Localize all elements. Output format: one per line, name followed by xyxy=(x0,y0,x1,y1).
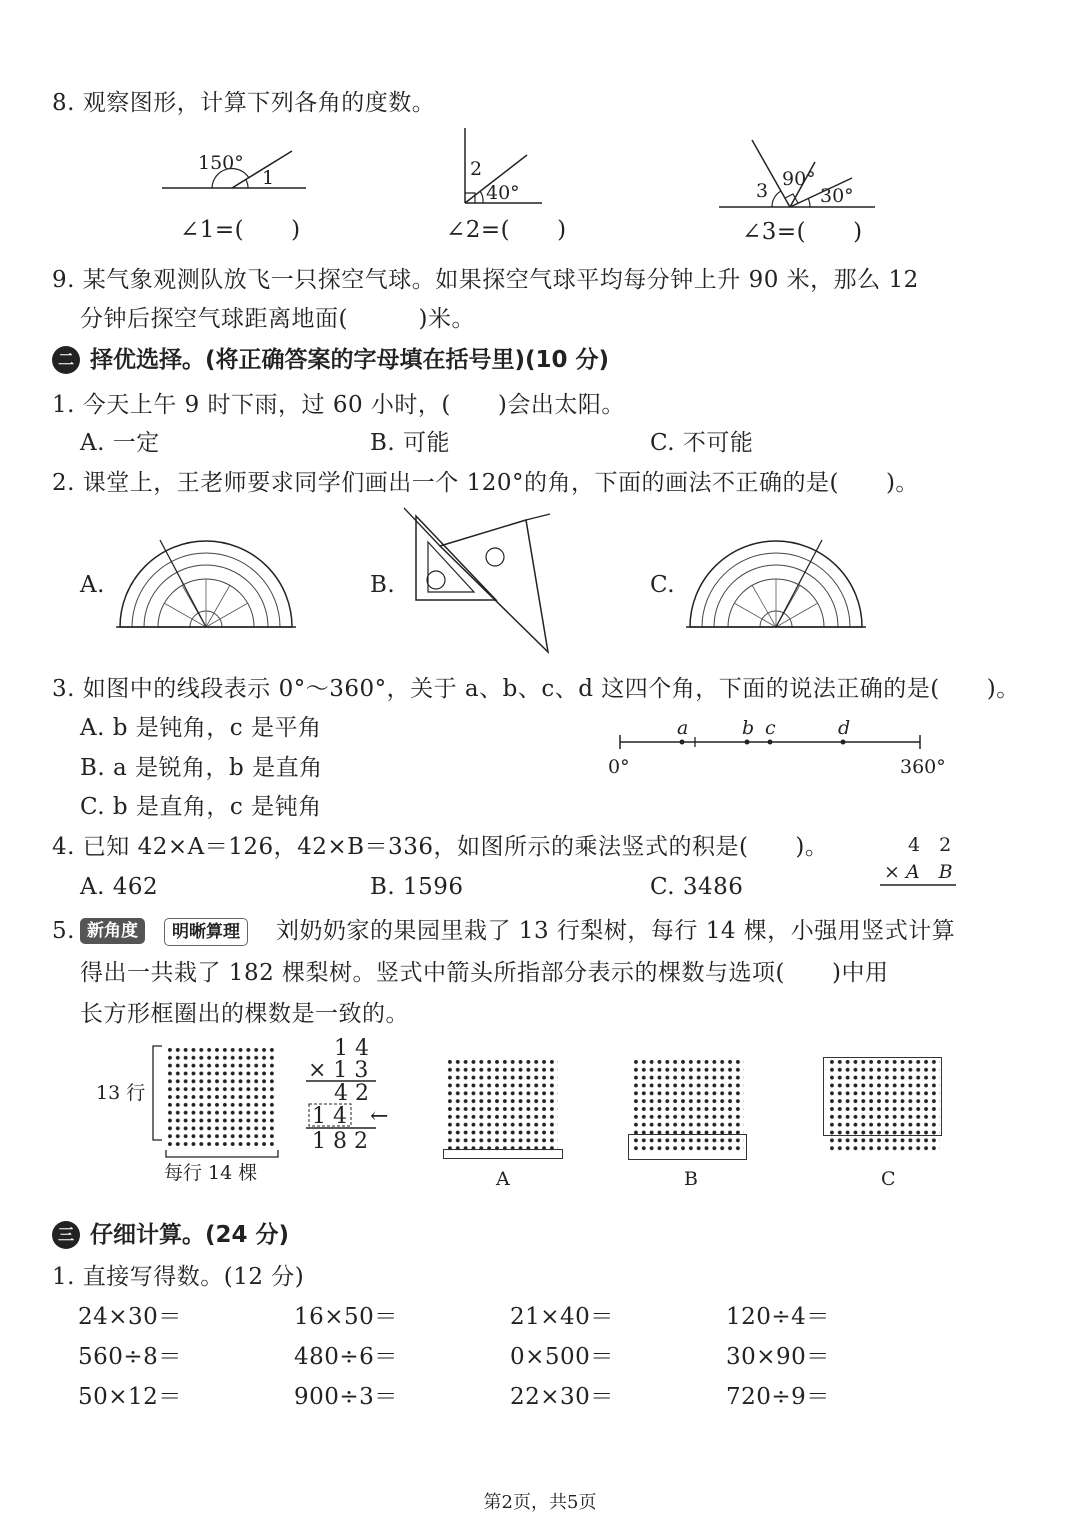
section-3-title: 仔细计算。(24 分) xyxy=(90,1222,290,1248)
fig2-given-angle: 40° xyxy=(486,182,520,204)
calc-item[interactable]: 21×40＝ xyxy=(510,1304,614,1330)
choice-a-box xyxy=(443,1149,563,1159)
c5-line3: 长方形框圈出的棵数是一致的。 xyxy=(80,1001,409,1027)
calc-stem: 1. 直接写得数。(12 分) xyxy=(52,1264,305,1290)
page-footer: 第2页，共5页 xyxy=(483,1492,597,1513)
arrow-icon: ← xyxy=(370,1104,389,1129)
c5-line2[interactable]: 得出一共栽了 182 棵梨树。竖式中箭头所指部分表示的棵数与选项( )中用 xyxy=(80,960,889,986)
c4-option-c[interactable]: C. 3486 xyxy=(650,874,744,900)
c3-stem[interactable]: 3. 如图中的线段表示 0°～360°，关于 a、b、c、d 这四个角，下面的说法正确的是( )。 xyxy=(52,676,1020,702)
calc-item[interactable]: 0×500＝ xyxy=(510,1344,614,1370)
point-d: d xyxy=(838,717,851,739)
choice-b-box xyxy=(628,1134,747,1160)
calc-item[interactable]: 560÷8＝ xyxy=(78,1344,182,1370)
fig3-answer[interactable]: ∠3=( ) xyxy=(742,219,863,245)
c4-option-b[interactable]: B. 1596 xyxy=(370,874,464,900)
section-2-title: 择优选择。(将正确答案的字母填在括号里)(10 分) xyxy=(90,347,610,373)
calc-item[interactable]: 120÷4＝ xyxy=(726,1304,830,1330)
c2-option-a[interactable]: A. xyxy=(80,572,105,598)
fig1-angle-label: 1 xyxy=(262,167,275,189)
vertical-top: 4 2 xyxy=(908,834,952,856)
rows-label: 13 行 xyxy=(96,1082,146,1104)
c4-stem[interactable]: 4. 已知 42×A＝126，42×B＝336，如图所示的乘法竖式的积是( )。 xyxy=(52,834,829,860)
calc-item[interactable]: 480÷6＝ xyxy=(294,1344,398,1370)
choice-b-label[interactable]: B xyxy=(684,1168,698,1190)
fig2-answer[interactable]: ∠2=( ) xyxy=(446,217,567,243)
c3-option-b[interactable]: B. a 是锐角，b 是直角 xyxy=(80,755,323,781)
c2-option-b[interactable]: B. xyxy=(370,572,396,598)
c1-stem[interactable]: 1. 今天上午 9 时下雨，过 60 小时，( )会出太阳。 xyxy=(52,392,625,418)
fig1-given-angle: 150° xyxy=(198,152,244,174)
c2-option-c[interactable]: C. xyxy=(650,572,676,598)
calc-item[interactable]: 50×12＝ xyxy=(78,1384,182,1410)
calc-item[interactable]: 16×50＝ xyxy=(294,1304,398,1330)
point-c: c xyxy=(765,717,776,739)
c1-option-c[interactable]: C. 不可能 xyxy=(650,430,754,456)
cols-label: 每行 14 棵 xyxy=(164,1162,258,1184)
fig2-angle-label: 2 xyxy=(470,158,483,180)
point-b: b xyxy=(742,717,755,739)
section-3-badge: 三 xyxy=(52,1221,80,1249)
line-start-label: 0° xyxy=(608,756,630,778)
vertical-bottom: × A B xyxy=(884,861,953,883)
q8-stem: 8. 观察图形，计算下列各角的度数。 xyxy=(52,90,436,116)
c2-stem[interactable]: 2. 课堂上，王老师要求同学们画出一个 120°的角，下面的画法不正确的是( )。 xyxy=(52,470,919,496)
calc-row-4: 1 4 xyxy=(312,1104,347,1129)
c3-option-a[interactable]: A. b 是钝角，c 是平角 xyxy=(80,715,322,741)
choice-a-grid[interactable] xyxy=(446,1058,558,1154)
c4-option-a[interactable]: A. 462 xyxy=(80,874,159,900)
line-end-label: 360° xyxy=(900,756,946,778)
calc-item[interactable]: 22×30＝ xyxy=(510,1384,614,1410)
choice-c-box xyxy=(823,1057,942,1136)
c5-number: 5. xyxy=(52,918,75,944)
c5-line1: 刘奶奶家的果园里栽了 13 行梨树，每行 14 棵，小强用竖式计算 xyxy=(276,918,956,944)
fig3-angle-label: 3 xyxy=(756,180,769,202)
section-2-badge: 二 xyxy=(52,346,80,374)
calc-item[interactable]: 720÷9＝ xyxy=(726,1384,830,1410)
calc-item[interactable]: 30×90＝ xyxy=(726,1344,830,1370)
q9-line1: 9. 某气象观测队放飞一只探空气球。如果探空气球平均每分钟上升 90 米，那么 12 xyxy=(52,267,919,293)
c1-option-a[interactable]: A. 一定 xyxy=(80,430,160,456)
q9-line2[interactable]: 分钟后探空气球距离地面( )米。 xyxy=(80,306,475,332)
tag-new-angle: 新角度 xyxy=(80,918,145,944)
fig1-answer[interactable]: ∠1=( ) xyxy=(180,217,301,243)
fig3-given-30: 30° xyxy=(820,185,854,207)
calc-item[interactable]: 24×30＝ xyxy=(78,1304,182,1330)
c1-option-b[interactable]: B. 可能 xyxy=(370,430,451,456)
calc-row-1: 1 4 xyxy=(334,1036,369,1061)
calc-row-5: 1 8 2 xyxy=(312,1129,368,1154)
fig3-given-90: 90° xyxy=(782,168,816,190)
point-a: a xyxy=(677,717,689,739)
choice-a-label[interactable]: A xyxy=(496,1168,510,1190)
calc-row-3: 4 2 xyxy=(334,1081,369,1106)
c3-option-c[interactable]: C. b 是直角，c 是钝角 xyxy=(80,794,322,820)
tag-reasoning: 明晰算理 xyxy=(164,918,248,946)
calc-row-2: × 1 3 xyxy=(308,1058,369,1083)
calc-item[interactable]: 900÷3＝ xyxy=(294,1384,398,1410)
choice-c-label[interactable]: C xyxy=(881,1168,896,1190)
